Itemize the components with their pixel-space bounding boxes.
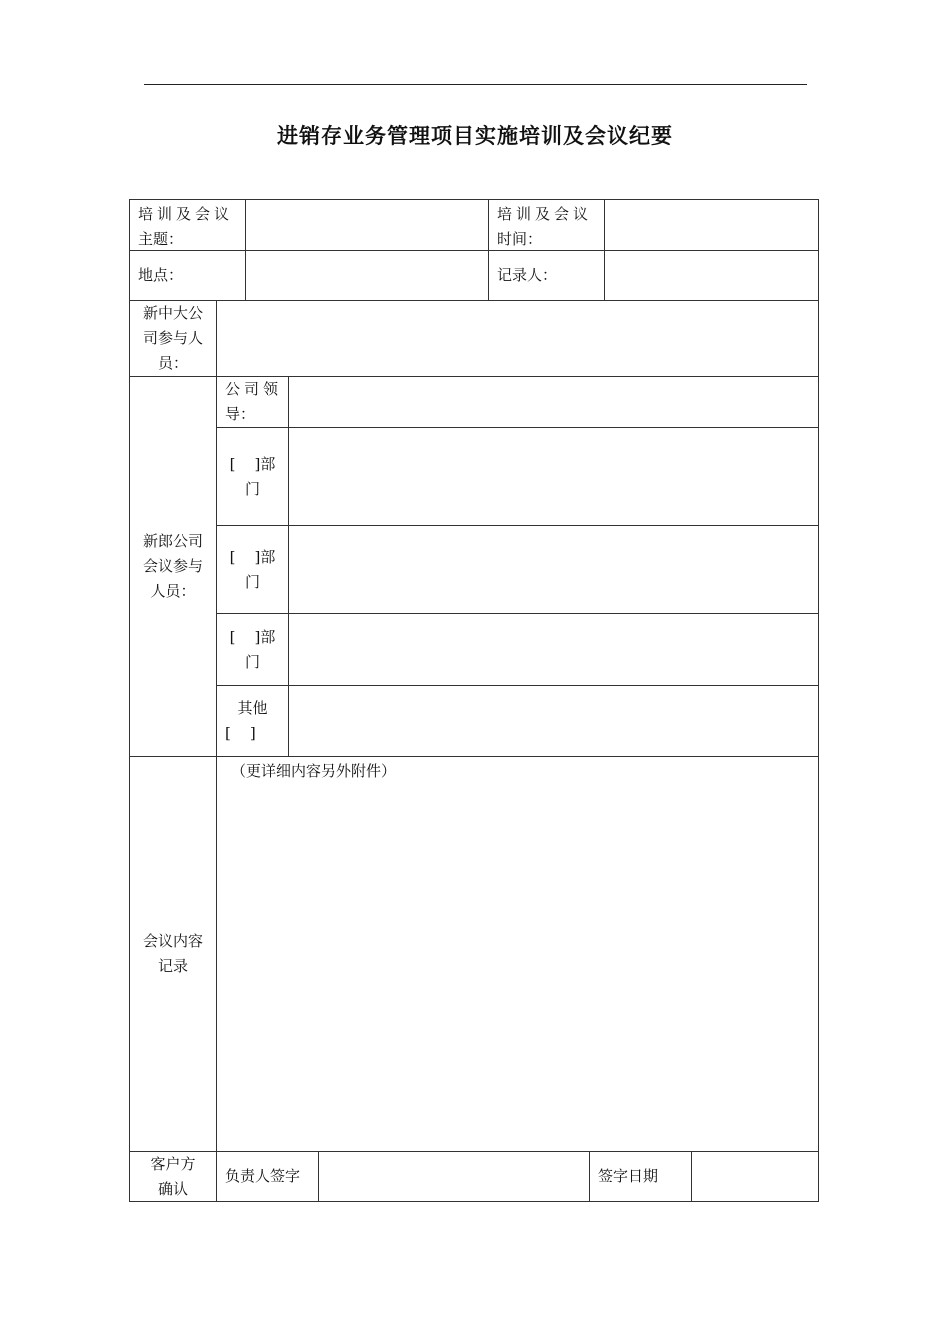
time-label-line2: 时间： [497,230,543,248]
department-label [216,525,289,614]
time-label-line1: 培训及会议 [497,205,593,223]
xzd-participants-label-line1: 新中大公 [142,304,203,322]
topic-label [129,199,246,251]
xzd-participants-label-line2: 司参与人 [142,329,203,347]
minutes-note: （更详细内容另外附件） [231,762,397,780]
document-title: 进销存业务管理项目实施培训及会议纪要 [277,124,673,148]
department-label-line1: [ ]部 [229,547,276,566]
xl-participants-label-line1: 新郎公司 [142,532,203,550]
minutes-label-line1: 会议内容 [142,932,203,950]
department-field[interactable] [288,427,819,526]
topic-label-line2: 主题： [138,230,184,248]
department-label-line2: 门 [244,652,260,671]
recorder-field[interactable] [604,250,819,301]
client-confirm-label [129,1151,217,1202]
other-label [216,685,289,757]
minutes-label-line2: 记录 [157,957,188,975]
leader-label-line2: 导： [225,405,256,423]
signature-field[interactable] [318,1151,590,1202]
department-field[interactable] [288,525,819,614]
department-label-line2: 门 [244,479,260,498]
sign-date-label: 签字日期 [589,1151,692,1202]
minutes-label [129,756,217,1152]
location-field[interactable] [245,250,489,301]
recorder-label: 记录人： [488,250,605,301]
time-field[interactable] [604,199,819,251]
header-rule [144,84,807,85]
client-confirm-label-line2: 确认 [157,1179,188,1198]
department-label [216,613,289,686]
leader-label-line1: 公司领 [225,380,283,398]
department-field[interactable] [288,613,819,686]
xzd-participants-field[interactable] [216,300,819,377]
other-label-line2: [ ] [225,724,256,742]
leader-field[interactable] [288,376,819,428]
xl-participants-label-line3: 人员： [150,582,196,600]
location-label: 地点： [129,250,246,301]
department-label-line2: 门 [244,572,260,591]
minutes-field[interactable] [216,756,819,1152]
department-label-line1: [ ]部 [229,627,276,646]
time-label [488,199,605,251]
xl-participants-label-line2: 会议参与 [142,557,203,575]
signature-label: 负责人签字 [216,1151,319,1202]
topic-label-line1: 培训及会议 [138,205,234,223]
department-label [216,427,289,526]
other-label-line1: 其他 [237,699,268,717]
other-field[interactable] [288,685,819,757]
topic-field[interactable] [245,199,489,251]
xzd-participants-label [129,300,217,377]
department-label-line1: [ ]部 [229,454,276,473]
xl-participants-label [129,376,217,757]
xzd-participants-label-line3: 员： [157,354,188,372]
sign-date-field[interactable] [691,1151,819,1202]
leader-label [216,376,289,428]
client-confirm-label-line1: 客户方 [150,1154,196,1173]
